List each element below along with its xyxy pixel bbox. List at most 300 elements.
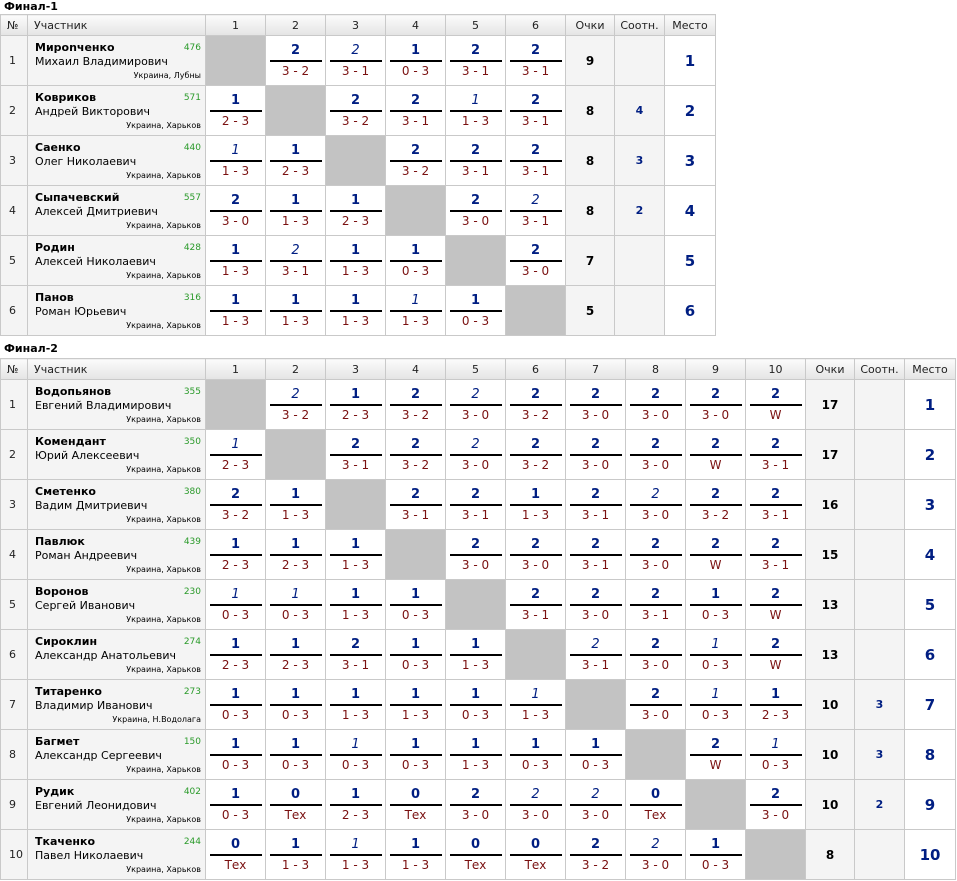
match-cell[interactable] [266,186,326,236]
match-cell[interactable] [746,480,806,530]
participant-surname[interactable]: Ковриков [35,91,97,104]
match-cell[interactable] [206,530,266,580]
table-row [1,730,956,780]
match-cell[interactable] [326,680,386,730]
match-divider [210,210,262,212]
match-score: 2 - 3 [341,408,370,422]
match-divider [330,310,382,312]
total-points: 10 [806,730,855,780]
match-cell[interactable] [626,430,686,480]
match-score: 0 - 3 [701,858,730,872]
match-divider [270,260,322,262]
participant-city: Украина, Харьков [126,415,201,424]
self-cell [326,480,386,530]
match-score: Тех [404,808,427,822]
match-score: W [709,758,722,772]
match-score: 3 - 2 [221,508,250,522]
match-divider [450,554,502,556]
match-cell[interactable] [746,730,806,780]
participant-surname[interactable]: Сыпачевский [35,191,120,204]
match-divider [210,454,262,456]
match-cell[interactable] [386,86,446,136]
match-cell[interactable] [506,680,566,730]
match-cell[interactable] [686,680,746,730]
participant-cell [28,530,206,580]
match-score: Тех [464,858,487,872]
match-cell[interactable] [386,36,446,86]
match-points: 1 [590,737,601,752]
match-score: 1 - 3 [341,314,370,328]
match-points: 2 [470,787,481,802]
match-score: 1 - 3 [281,858,310,872]
ratio-value: 4 [615,86,665,136]
match-divider [270,160,322,162]
match-divider [210,554,262,556]
match-points: 0 [230,837,241,852]
match-cell[interactable] [326,36,386,86]
participant-city: Украина, Харьков [126,321,201,330]
match-cell[interactable] [326,830,386,880]
participant-cell [28,480,206,530]
match-divider [390,754,442,756]
match-cell[interactable] [206,286,266,336]
row-number: 9 [1,780,28,830]
match-cell[interactable] [626,630,686,680]
match-score: Тех [284,808,307,822]
table-row [1,480,956,530]
participant-city: Украина, Харьков [126,171,201,180]
match-cell[interactable] [686,430,746,480]
participant-surname[interactable]: Сироклин [35,635,98,648]
match-score: 1 - 3 [401,858,430,872]
match-divider [210,804,262,806]
participant-surname[interactable]: Ткаченко [35,835,96,848]
match-score: 3 - 1 [761,558,790,572]
participant-city: Украина, Харьков [126,515,201,524]
match-cell[interactable] [266,136,326,186]
match-cell[interactable] [206,580,266,630]
row-number: 5 [1,580,28,630]
participant-surname[interactable]: Родин [35,241,75,254]
match-cell[interactable] [446,630,506,680]
match-points: 2 [770,587,781,602]
ratio-value: 3 [855,730,905,780]
participant-rating: 274 [183,637,201,647]
match-score: 0 - 3 [701,658,730,672]
participant-rating: 402 [183,787,201,797]
self-cell [206,36,266,86]
match-cell[interactable] [746,380,806,430]
participant-cell [28,186,206,236]
match-cell[interactable] [446,286,506,336]
match-cell[interactable] [686,630,746,680]
match-divider [570,804,622,806]
participant-surname[interactable]: Рудик [35,785,75,798]
match-cell[interactable] [626,480,686,530]
match-points: 1 [230,737,241,752]
match-divider [450,654,502,656]
participant-surname[interactable]: Панов [35,291,74,304]
match-cell[interactable] [506,86,566,136]
participant-surname[interactable]: Комендант [35,435,106,448]
match-divider [510,854,562,856]
match-cell[interactable] [686,380,746,430]
match-score: 3 - 2 [281,408,310,422]
participant-city: Украина, Харьков [126,615,201,624]
match-score: 3 - 1 [521,214,550,228]
match-cell[interactable] [446,480,506,530]
match-cell[interactable] [206,780,266,830]
match-divider [630,504,682,506]
match-cell[interactable] [326,580,386,630]
match-cell[interactable] [506,580,566,630]
match-divider [330,654,382,656]
participant-rating: 557 [183,193,201,203]
participant-rating: 476 [183,43,201,53]
match-cell[interactable] [566,530,626,580]
match-divider [570,554,622,556]
match-cell[interactable] [206,730,266,780]
participant-surname[interactable]: Мирonченко [35,41,115,54]
match-points: 1 [350,243,361,258]
match-cell[interactable] [206,86,266,136]
match-cell[interactable] [506,480,566,530]
participant-cell [28,680,206,730]
match-cell[interactable] [506,780,566,830]
match-points: 1 [410,637,421,652]
match-points: 2 [470,193,481,208]
match-score: 3 - 1 [461,164,490,178]
match-cell[interactable] [746,680,806,730]
match-cell[interactable] [506,380,566,430]
row-number: 4 [1,530,28,580]
match-cell[interactable] [386,480,446,530]
match-cell[interactable] [206,430,266,480]
participant-rating: 440 [183,143,201,153]
match-cell[interactable] [566,830,626,880]
match-cell[interactable] [446,430,506,480]
match-cell[interactable] [386,430,446,480]
match-points: 1 [290,193,301,208]
match-points: 1 [410,587,421,602]
match-cell[interactable] [506,136,566,186]
match-cell[interactable] [446,36,506,86]
match-cell[interactable] [386,830,446,880]
place-value: 5 [905,580,956,630]
match-cell[interactable] [206,186,266,236]
row-number: 3 [1,480,28,530]
participant-name: Сергей Иванович [35,599,136,612]
match-divider [690,704,742,706]
match-cell[interactable] [446,730,506,780]
match-cell[interactable] [566,480,626,530]
match-cell[interactable] [686,730,746,780]
match-cell[interactable] [566,580,626,630]
match-score: 0 - 3 [281,708,310,722]
match-score: W [709,558,722,572]
participant-cell [28,36,206,86]
match-cell[interactable] [266,680,326,730]
match-cell[interactable] [326,286,386,336]
match-cell[interactable] [626,530,686,580]
match-divider [690,604,742,606]
participant-surname[interactable]: Павлюк [35,535,85,548]
match-cell[interactable] [566,380,626,430]
match-cell[interactable] [266,236,326,286]
match-score: 3 - 1 [461,64,490,78]
match-cell[interactable] [206,680,266,730]
match-cell[interactable] [626,380,686,430]
match-cell[interactable] [626,780,686,830]
match-points: 2 [650,587,661,602]
match-divider [570,754,622,756]
match-divider [630,604,682,606]
match-score: 0 - 3 [701,708,730,722]
match-cell[interactable] [446,380,506,430]
ratio-value [615,286,665,336]
match-cell[interactable] [746,530,806,580]
match-score: 1 - 3 [281,508,310,522]
header-col-3: 3 [326,15,386,36]
match-points: 2 [770,487,781,502]
match-cell[interactable] [686,530,746,580]
match-cell[interactable] [266,36,326,86]
match-cell[interactable] [266,380,326,430]
match-points: 1 [410,43,421,58]
match-divider [270,604,322,606]
total-points: 17 [806,380,855,430]
match-divider [690,554,742,556]
match-cell[interactable] [746,780,806,830]
match-cell[interactable] [386,286,446,336]
match-divider [630,404,682,406]
match-cell[interactable] [446,136,506,186]
place-value: 2 [905,430,956,480]
participant-surname[interactable]: Саенко [35,141,81,154]
match-score: 3 - 0 [581,408,610,422]
match-cell[interactable] [626,680,686,730]
match-cell[interactable] [686,480,746,530]
match-cell[interactable] [746,430,806,480]
header-col-6: 6 [506,359,566,380]
row-number: 6 [1,630,28,680]
participant-name: Евгений Владимирович [35,399,172,412]
participant-surname[interactable]: Багмет [35,735,80,748]
place-value: 9 [905,780,956,830]
participant-city: Украина, Харьков [126,665,201,674]
match-points: 1 [230,243,241,258]
header-col-5: 5 [446,15,506,36]
match-score: 0 - 3 [221,808,250,822]
match-cell[interactable] [506,530,566,580]
row-number: 4 [1,186,28,236]
match-points: 1 [290,293,301,308]
match-cell[interactable] [506,830,566,880]
match-cell[interactable] [446,780,506,830]
participant-rating: 230 [183,587,201,597]
match-score: 1 - 3 [341,264,370,278]
match-score: 3 - 2 [401,458,430,472]
match-points: 1 [711,687,720,702]
place-value: 8 [905,730,956,780]
match-points: 2 [710,537,721,552]
match-cell[interactable] [506,430,566,480]
match-cell[interactable] [686,580,746,630]
match-cell[interactable] [266,286,326,336]
match-points: 2 [410,143,421,158]
match-divider [270,804,322,806]
match-cell[interactable] [566,630,626,680]
match-points: 1 [290,837,301,852]
match-cell[interactable] [566,730,626,780]
match-cell[interactable] [266,630,326,680]
match-cell[interactable] [746,580,806,630]
match-cell[interactable] [266,580,326,630]
match-points: 1 [471,93,480,108]
match-cell[interactable] [266,480,326,530]
match-points: 2 [530,43,541,58]
match-cell[interactable] [446,830,506,880]
match-score: 2 - 3 [281,558,310,572]
match-score: 2 - 3 [341,808,370,822]
match-score: 3 - 2 [401,164,430,178]
match-cell[interactable] [386,680,446,730]
match-cell[interactable] [266,780,326,830]
match-cell[interactable] [206,480,266,530]
total-points: 8 [566,136,615,186]
match-score: 0 - 3 [341,758,370,772]
match-cell[interactable] [326,730,386,780]
match-cell[interactable] [506,186,566,236]
match-cell[interactable] [566,780,626,830]
place-value: 1 [665,36,716,86]
match-cell[interactable] [386,580,446,630]
ratio-value [855,430,905,480]
match-cell[interactable] [326,430,386,480]
participant-surname[interactable]: Сметенко [35,485,96,498]
place-value: 4 [665,186,716,236]
match-divider [210,504,262,506]
match-cell[interactable] [206,830,266,880]
match-points: 2 [710,437,721,452]
match-cell[interactable] [326,630,386,680]
match-score: 1 - 3 [341,708,370,722]
match-cell[interactable] [506,730,566,780]
match-cell[interactable] [266,730,326,780]
match-points: 2 [591,787,600,802]
match-points: 1 [230,687,241,702]
match-divider [450,504,502,506]
ratio-value: 3 [855,680,905,730]
ratio-value [855,580,905,630]
row-number: 1 [1,36,28,86]
match-cell[interactable] [326,86,386,136]
match-points: 1 [230,293,241,308]
match-score: 3 - 2 [581,858,610,872]
self-cell [266,86,326,136]
match-cell[interactable] [446,186,506,236]
participant-surname[interactable]: Воронов [35,585,89,598]
match-points: 0 [530,837,541,852]
match-points: 2 [350,437,361,452]
match-divider [270,310,322,312]
match-cell[interactable] [326,780,386,830]
row-number: 10 [1,830,28,880]
match-cell[interactable] [626,580,686,630]
match-cell[interactable] [386,236,446,286]
match-cell[interactable] [506,36,566,86]
match-cell[interactable] [206,630,266,680]
match-cell[interactable] [266,530,326,580]
match-cell[interactable] [266,830,326,880]
match-divider [450,60,502,62]
match-cell[interactable] [326,236,386,286]
table-row [1,380,956,430]
match-points: 0 [290,787,301,802]
match-cell[interactable] [206,236,266,286]
participant-city: Украина, Харьков [126,221,201,230]
participant-name: Вадим Дмитриевич [35,499,148,512]
match-score: 1 - 3 [341,558,370,572]
match-points: 1 [230,537,241,552]
match-cell[interactable] [326,530,386,580]
match-divider [690,454,742,456]
header-points: Очки [566,15,615,36]
match-points: 2 [410,487,421,502]
match-cell[interactable] [506,236,566,286]
match-cell[interactable] [386,730,446,780]
match-cell[interactable] [746,630,806,680]
self-cell [386,530,446,580]
participant-rating: 350 [183,437,201,447]
total-points: 8 [806,830,855,880]
match-score: 0 - 3 [461,314,490,328]
header-ratio: Соотн. [855,359,905,380]
match-divider [630,804,682,806]
match-divider [750,754,802,756]
match-points: 1 [350,537,361,552]
match-cell[interactable] [446,530,506,580]
match-cell[interactable] [206,136,266,186]
match-cell[interactable] [386,780,446,830]
match-cell[interactable] [326,186,386,236]
participant-rating: 150 [183,737,201,747]
match-score: 1 - 3 [461,658,490,672]
match-divider [690,854,742,856]
match-cell[interactable] [326,380,386,430]
match-points: 1 [771,737,780,752]
ratio-value [615,236,665,286]
ratio-value [855,530,905,580]
match-cell[interactable] [686,830,746,880]
match-cell[interactable] [626,830,686,880]
match-cell[interactable] [386,630,446,680]
match-cell[interactable] [446,680,506,730]
match-divider [390,160,442,162]
participant-surname[interactable]: Водопьянов [35,385,112,398]
match-points: 1 [350,193,361,208]
match-divider [330,804,382,806]
match-cell[interactable] [386,380,446,430]
match-cell[interactable] [386,136,446,186]
match-cell[interactable] [446,86,506,136]
participant-surname[interactable]: Титаренко [35,685,102,698]
ratio-value: 3 [615,136,665,186]
match-divider [750,454,802,456]
final-2-table [0,358,956,880]
place-value: 6 [905,630,956,680]
match-cell[interactable] [566,430,626,480]
